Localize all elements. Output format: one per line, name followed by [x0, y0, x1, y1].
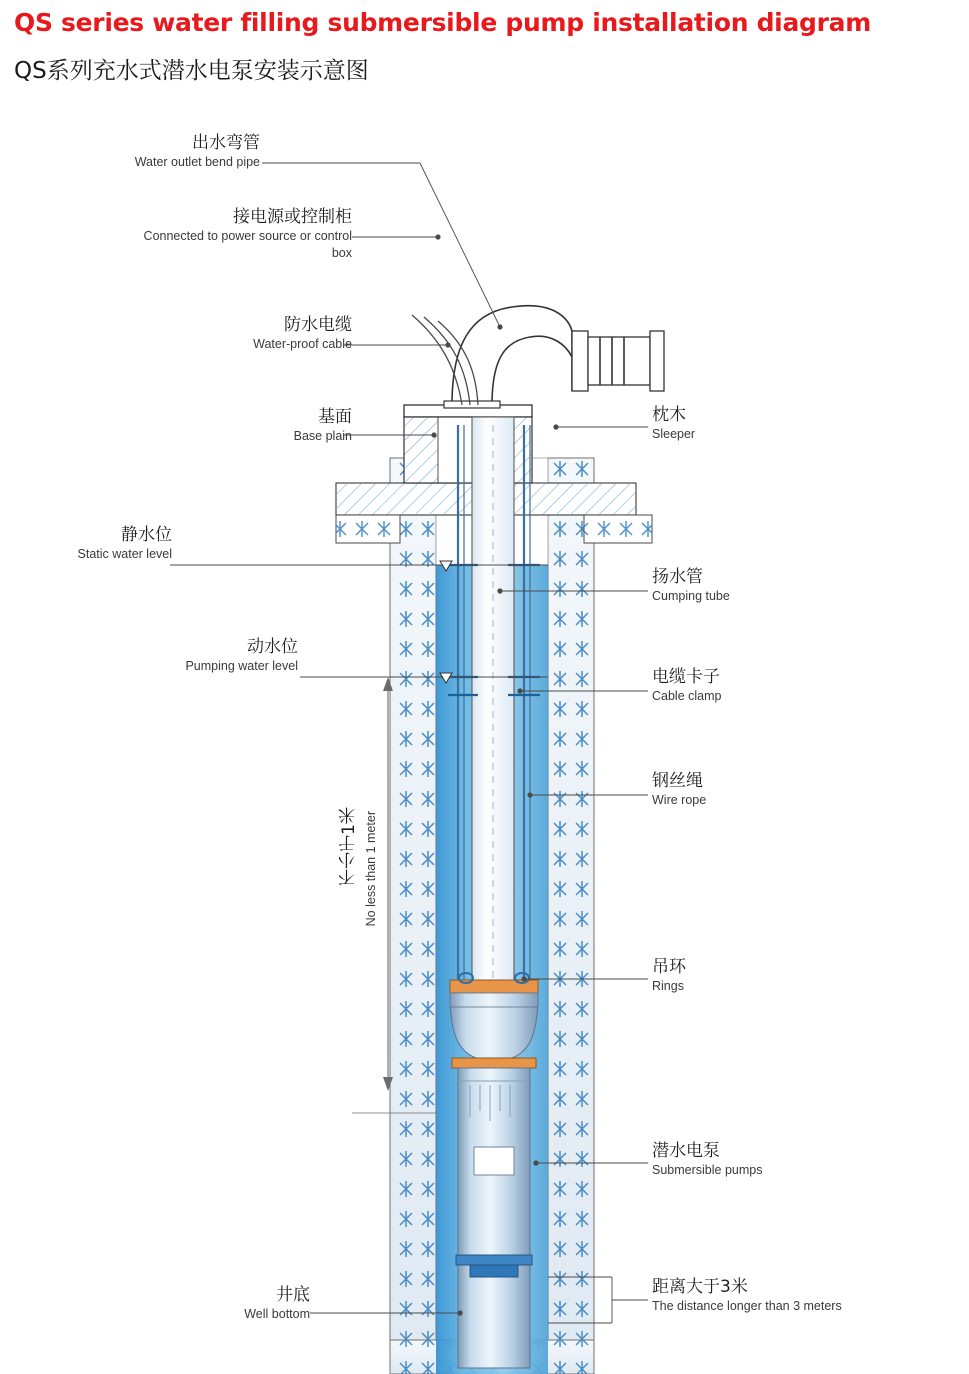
label-cn: 钢丝绳 — [652, 771, 703, 791]
submersible-pump — [450, 973, 538, 1368]
label-cumping-tube — [652, 567, 872, 605]
label-submersible-pumps — [652, 1141, 882, 1179]
label-cn: 防水电缆 — [284, 315, 352, 335]
label-en: Well bottom — [244, 1307, 310, 1322]
label-static-water-level — [20, 525, 172, 563]
label-cn: 距离大于3米 — [652, 1277, 748, 1297]
label-cn: 动水位 — [247, 637, 298, 657]
label-distance-longer-than-3-meters — [652, 1277, 912, 1315]
water-proof-cable-run — [412, 315, 478, 405]
label-rings — [652, 957, 872, 995]
label-cn: 出水弯管 — [192, 133, 260, 153]
label-cn: 电缆卡子 — [652, 667, 720, 687]
label-cn: 静水位 — [121, 525, 172, 545]
label-en: Water outlet bend pipe — [134, 155, 260, 170]
page-title-chinese: QS系列充水式潜水电泵安装示意图 — [14, 58, 369, 84]
label-cn: 吊环 — [652, 957, 686, 977]
label-cn: 扬水管 — [652, 567, 703, 587]
dimension-note-en: No less than 1 meter — [364, 811, 378, 927]
label-well-bottom — [150, 1285, 310, 1323]
label-connected-to-power-source — [140, 207, 352, 261]
label-en: Sleeper — [652, 427, 696, 442]
label-cn: 接电源或控制柜 — [233, 207, 352, 227]
page-title-english: QS series water filling submersible pump installation diagram — [14, 8, 871, 37]
label-en: Connected to power source or control box — [143, 229, 352, 260]
label-en: Cumping tube — [652, 589, 730, 604]
cumping-tube — [472, 417, 514, 987]
installation-diagram — [0, 95, 969, 1374]
label-en: The distance longer than 3 meters — [652, 1299, 842, 1314]
label-en: Water-proof cable — [253, 337, 352, 352]
diagram-graphic — [0, 95, 969, 1374]
label-en: Wire rope — [652, 793, 707, 808]
dimension-note-cn: 不小于1米 — [339, 807, 359, 886]
label-base-plain — [190, 407, 352, 445]
label-cn: 枕木 — [652, 405, 686, 425]
label-en: Cable clamp — [652, 689, 722, 704]
label-cn: 井底 — [276, 1285, 310, 1305]
label-en: Static water level — [77, 547, 172, 562]
label-cable-clamp — [652, 667, 872, 705]
label-cn: 基面 — [318, 407, 352, 427]
label-water-proof-cable — [180, 315, 352, 353]
label-wire-rope — [652, 771, 872, 809]
label-pumping-water-level — [118, 637, 298, 675]
label-water-outlet-bend-pipe — [80, 133, 260, 171]
label-cn: 潜水电泵 — [652, 1141, 720, 1161]
label-en: Rings — [652, 979, 684, 994]
label-sleeper — [652, 405, 872, 443]
label-en: Base plain — [293, 429, 352, 444]
label-en: Submersible pumps — [652, 1163, 763, 1178]
label-en: Pumping water level — [185, 659, 298, 674]
